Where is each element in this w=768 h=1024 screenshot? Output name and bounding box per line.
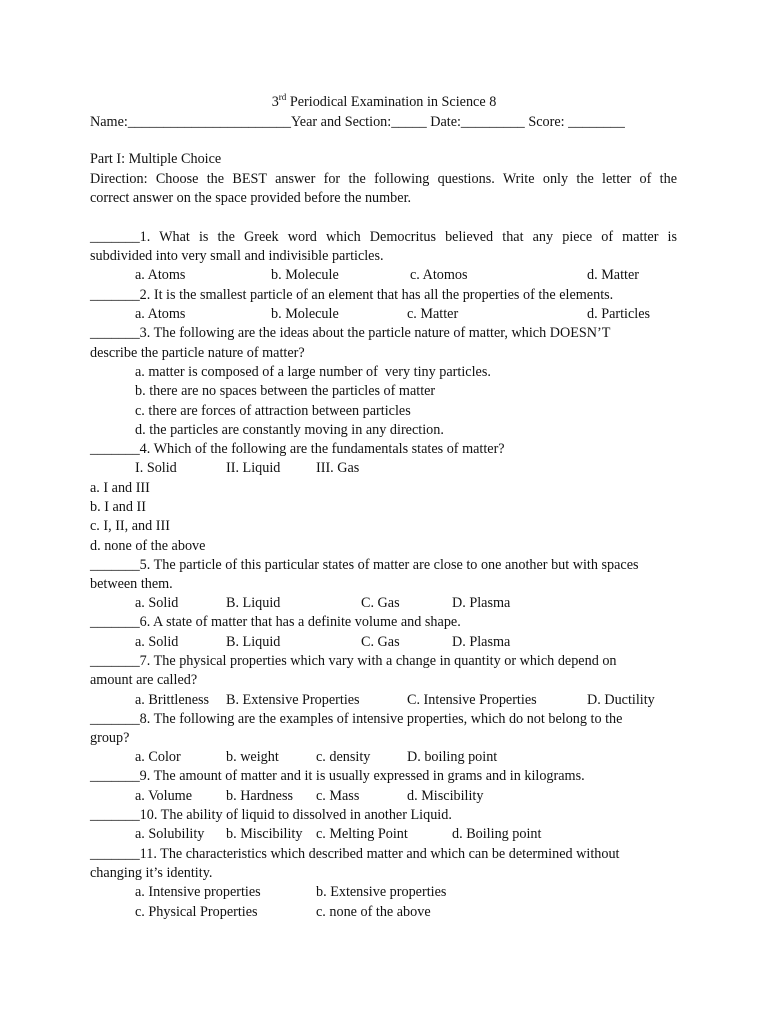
question-9-option-a: a. Volume bbox=[135, 788, 193, 804]
question-5-option-d: D. Plasma bbox=[452, 595, 511, 611]
question-3-option-c: c. there are forces of attraction between particles bbox=[135, 403, 411, 419]
question-10-option-c: c. Melting Point bbox=[316, 826, 408, 842]
title-text: Periodical Examination in Science 8 bbox=[286, 94, 497, 110]
question-11-line-1: _______11. The characteristics which described matter and which can be determined without bbox=[90, 846, 620, 862]
question-3-option-a: a. matter is composed of a large number of very tiny particles. bbox=[135, 364, 491, 380]
part-heading: Part I: Multiple Choice bbox=[90, 151, 222, 167]
question-11-line-2: changing it’s identity. bbox=[90, 865, 213, 881]
question-8-line-1: _______8. The following are the examples of intensive properties, which do not belong to the bbox=[90, 711, 623, 727]
question-1-line-1: _______1. What is the Greek word which Democritus believed that any piece of matter is bbox=[90, 229, 677, 245]
question-5-option-b: B. Liquid bbox=[226, 595, 281, 611]
question-3-line-2: describe the particle nature of matter? bbox=[90, 345, 305, 361]
question-7-line-2: amount are called? bbox=[90, 672, 198, 688]
title-ordinal: 3 bbox=[271, 94, 279, 110]
question-4-option-c: c. I, II, and III bbox=[90, 518, 170, 534]
question-10-line-1: _______10. The ability of liquid to dissolved in another Liquid. bbox=[90, 807, 452, 823]
question-1-line-2: subdivided into very small and indivisible particles. bbox=[90, 248, 384, 264]
question-11-option-c: c. Physical Properties bbox=[135, 904, 258, 920]
question-2-option-a: a. Atoms bbox=[135, 306, 186, 322]
question-4-option-a: a. I and III bbox=[90, 480, 150, 496]
question-7-line-1: _______7. The physical properties which vary with a change in quantity or which depend on bbox=[90, 653, 617, 669]
question-2-option-c: c. Matter bbox=[407, 306, 459, 322]
question-9-line-1: _______9. The amount of matter and it is usually expressed in grams and in kilograms. bbox=[90, 768, 585, 784]
question-2-option-d: d. Particles bbox=[587, 306, 651, 322]
question-10-option-a: a. Solubility bbox=[135, 826, 205, 842]
question-3-option-b: b. there are no spaces between the particles of matter bbox=[135, 383, 436, 399]
question-11-option-d: c. none of the above bbox=[316, 904, 431, 920]
question-9-option-b: b. Hardness bbox=[226, 788, 293, 804]
question-5-line-1: _______5. The particle of this particular states of matter are close to one another but with spaces bbox=[90, 557, 639, 573]
question-4-item-3: III. Gas bbox=[316, 460, 360, 476]
question-5-option-a: a. Solid bbox=[135, 595, 179, 611]
question-3-line-1: _______3. The following are the ideas about the particle nature of matter, which DOESN’T bbox=[90, 325, 611, 341]
question-1-option-a: a. Atoms bbox=[135, 267, 186, 283]
question-5-line-2: between them. bbox=[90, 576, 173, 592]
question-7-option-d: D. Ductility bbox=[587, 692, 655, 708]
question-6-option-b: B. Liquid bbox=[226, 634, 281, 650]
direction-line-1: Direction: Choose the BEST answer for the following questions. Write only the letter of the bbox=[90, 171, 677, 187]
title-superscript: rd bbox=[278, 92, 287, 102]
question-7-option-a: a. Brittleness bbox=[135, 692, 210, 708]
question-8-option-a: a. Color bbox=[135, 749, 181, 765]
question-3-option-d: d. the particles are constantly moving in any direction. bbox=[135, 422, 444, 438]
question-8-option-d: D. boiling point bbox=[407, 749, 498, 765]
question-10-option-b: b. Miscibility bbox=[226, 826, 303, 842]
question-4-item-2: II. Liquid bbox=[226, 460, 281, 476]
question-10-option-d: d. Boiling point bbox=[452, 826, 542, 842]
question-4-option-d: d. none of the above bbox=[90, 538, 206, 554]
question-6-option-a: a. Solid bbox=[135, 634, 179, 650]
question-7-option-c: C. Intensive Properties bbox=[407, 692, 537, 708]
exam-title bbox=[0, 93, 768, 112]
question-2-line-1: _______2. It is the smallest particle of an element that has all the properties of the elements. bbox=[90, 287, 614, 303]
question-1-option-c: c. Atomos bbox=[410, 267, 468, 283]
question-7-option-b: B. Extensive Properties bbox=[226, 692, 360, 708]
question-11-option-a: a. Intensive properties bbox=[135, 884, 261, 900]
question-6-option-c: C. Gas bbox=[361, 634, 400, 650]
question-4-line-1: _______4. Which of the following are the fundamentals states of matter? bbox=[90, 441, 505, 457]
question-8-option-c: c. density bbox=[316, 749, 371, 765]
question-4-option-b: b. I and II bbox=[90, 499, 146, 515]
question-8-option-b: b. weight bbox=[226, 749, 279, 765]
question-1-option-b: b. Molecule bbox=[271, 267, 339, 283]
question-4-item-1: I. Solid bbox=[135, 460, 177, 476]
question-6-option-d: D. Plasma bbox=[452, 634, 511, 650]
question-1-option-d: d. Matter bbox=[587, 267, 640, 283]
direction-line-2: correct answer on the space provided before the number. bbox=[90, 190, 412, 206]
question-11-option-b: b. Extensive properties bbox=[316, 884, 447, 900]
question-8-line-2: group? bbox=[90, 730, 130, 746]
student-info-line: Name:_______________________Year and Section:_____ Date:_________ Score: ________ bbox=[90, 114, 625, 130]
question-2-option-b: b. Molecule bbox=[271, 306, 339, 322]
question-9-option-d: d. Miscibility bbox=[407, 788, 484, 804]
question-6-line-1: _______6. A state of matter that has a definite volume and shape. bbox=[90, 614, 461, 630]
question-5-option-c: C. Gas bbox=[361, 595, 400, 611]
question-9-option-c: c. Mass bbox=[316, 788, 360, 804]
